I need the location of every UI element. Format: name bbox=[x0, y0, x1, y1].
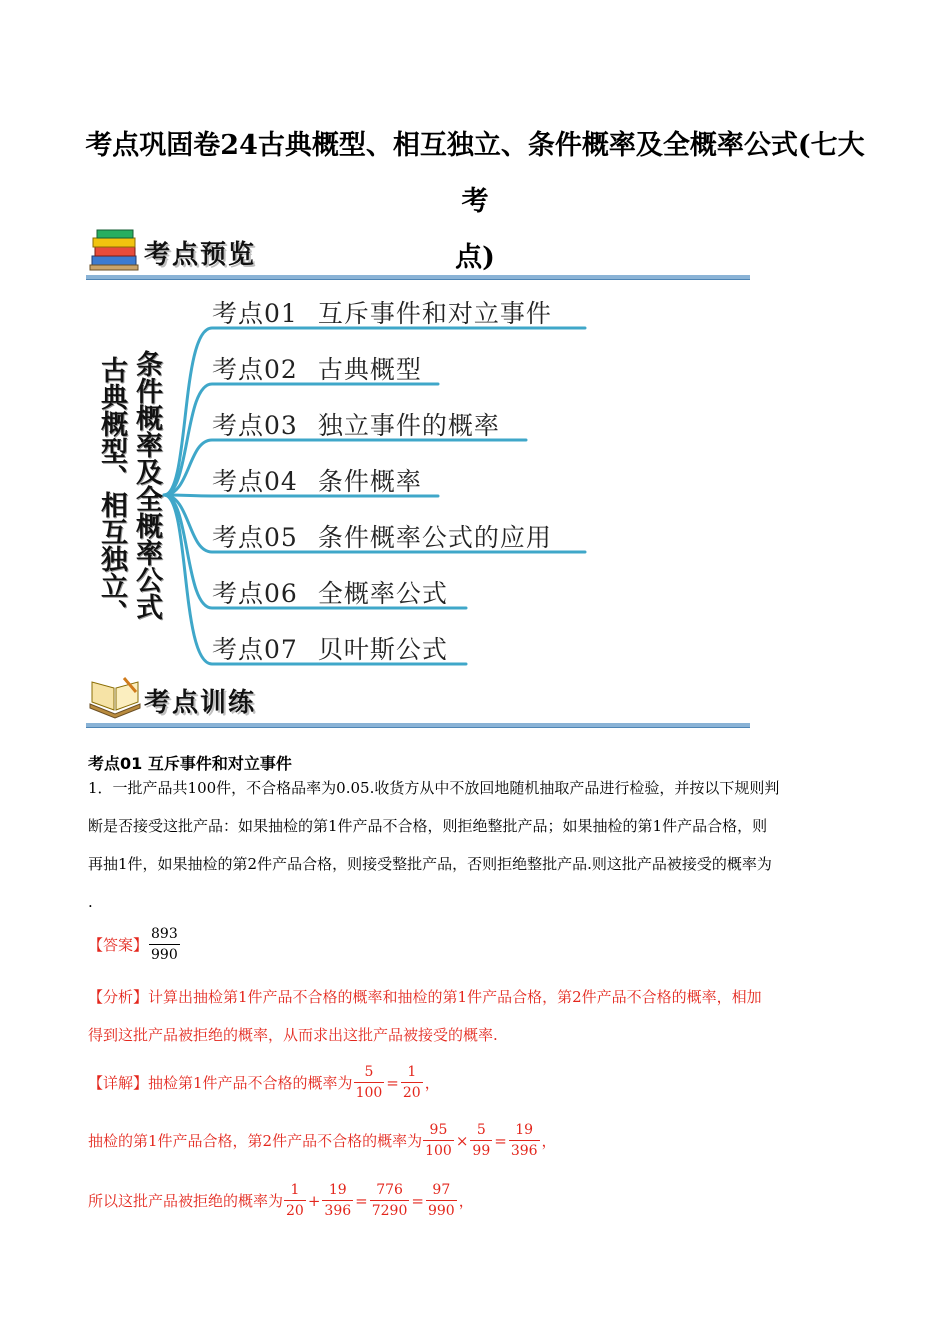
branch-kaodian-01: 考点01 互斥事件和对立事件 bbox=[212, 299, 552, 328]
branch-kaodian-02: 考点02 古典概型 bbox=[212, 355, 422, 384]
page-title: 考点巩固卷24古典概型、相互独立、条件概率及全概率公式(七大考 点) bbox=[85, 130, 865, 273]
answer-fraction: $\frac{893}{990}$ bbox=[151, 926, 178, 963]
answer-label: 【答案】 bbox=[88, 936, 149, 954]
mindmap-root-left: 古典概型、相互独立、 bbox=[96, 356, 127, 626]
question-line-1: 1．一批产品共100件，不合格品率为0.05.收货方从中不放回地随机抽取产品进行检验，并按以下规则判 bbox=[88, 779, 780, 797]
fraction: $\frac{5}{100}$ bbox=[355, 1064, 383, 1101]
training-banner-label: 考点训练 bbox=[144, 688, 257, 718]
branch-kaodian-04: 考点04 条件概率 bbox=[212, 467, 422, 496]
branch-kaodian-06: 考点06 全概率公式 bbox=[212, 579, 448, 608]
training-banner bbox=[86, 674, 750, 730]
branch-kaodian-07: 考点07 贝叶斯公式 bbox=[212, 635, 448, 664]
detail-line-2: 抽检的第1件产品合格，第2件产品不合格的概率为 $\frac{95}{100}$ × $\frac{5}{99}$ = $\frac{19}{396}$ ， bbox=[88, 1122, 557, 1159]
fraction: $\frac{1}{20}$ bbox=[402, 1064, 421, 1101]
branch-kaodian-05: 考点05 条件概率公式的应用 bbox=[212, 523, 552, 552]
branch-kaodian-03: 考点03 独立事件的概率 bbox=[212, 411, 500, 440]
open-book-icon bbox=[88, 674, 142, 724]
detail-line-1: 【详解】抽检第1件产品不合格的概率为 $\frac{5}{100}$ = $\frac{1}{20}$ ， bbox=[88, 1064, 440, 1101]
training-rule bbox=[86, 723, 750, 728]
section-heading: 考点01 互斥事件和对立事件 bbox=[88, 754, 292, 773]
detail-line-3: 所以这批产品被拒绝的概率为 $\frac{1}{20}$ + $\frac{19}{396}$ = $\frac{776}{7290}$ = $\frac{97}{990}$ ， bbox=[88, 1182, 474, 1219]
preview-rule bbox=[86, 275, 750, 280]
books-icon bbox=[88, 226, 142, 276]
fraction: $\frac{95}{100}$ bbox=[425, 1122, 452, 1159]
mindmap-root-right: 条件概率及全概率公式 bbox=[131, 350, 162, 620]
question-line-2: 断是否接受这批产品：如果抽检的第1件产品不合格，则拒绝整批产品；如果抽检的第1件产品合格，则 bbox=[88, 817, 768, 835]
fraction: $\frac{1}{20}$ bbox=[286, 1182, 304, 1219]
question-line-4: . bbox=[88, 893, 93, 911]
analysis-line-2: 得到这批产品被拒绝的概率，从而求出这批产品被接受的概率. bbox=[88, 1026, 498, 1044]
fraction: $\frac{19}{396}$ bbox=[510, 1122, 538, 1159]
fraction: $\frac{97}{990}$ bbox=[427, 1182, 455, 1219]
fraction: $\frac{5}{99}$ bbox=[472, 1122, 491, 1159]
answer-line bbox=[88, 924, 181, 965]
preview-banner bbox=[86, 226, 750, 282]
fraction: $\frac{19}{396}$ bbox=[324, 1182, 352, 1219]
question-line-3: 再抽1件，如果抽检的第2件产品合格，则接受整批产品，否则拒绝整批产品.则这批产品被接受的概率为 bbox=[88, 855, 772, 873]
analysis-line-1: 【分析】计算出抽检第1件产品不合格的概率和抽检的第1件产品合格，第2件产品不合格的概率，相加 bbox=[88, 988, 762, 1006]
fraction: $\frac{776}{7290}$ bbox=[371, 1182, 408, 1219]
preview-banner-label: 考点预览 bbox=[144, 240, 257, 270]
